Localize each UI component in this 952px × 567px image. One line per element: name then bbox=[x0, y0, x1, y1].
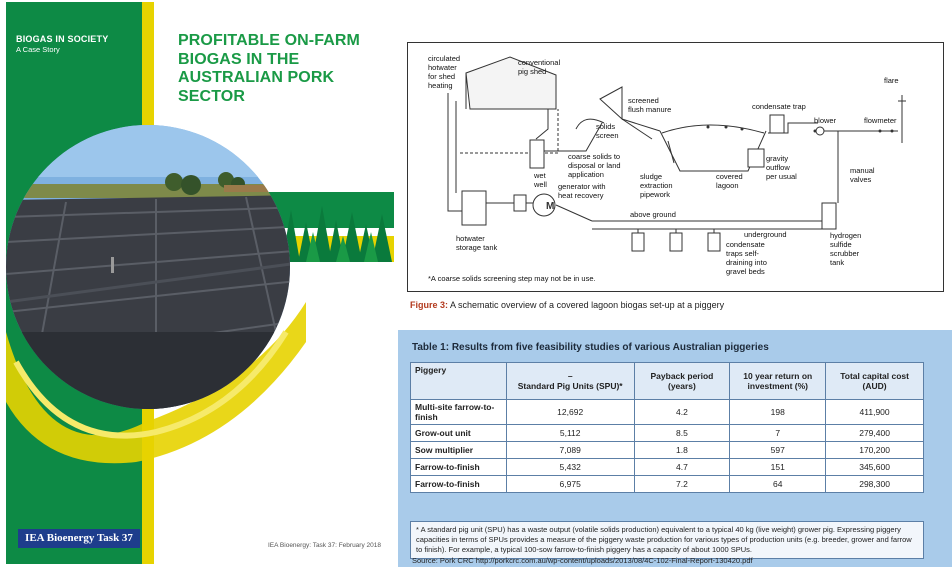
cell-roi: 7 bbox=[730, 425, 826, 442]
cell-payback: 8.5 bbox=[634, 425, 730, 442]
label-heat-recovery: heat recovery bbox=[558, 191, 604, 200]
figure-caption-text: A schematic overview of a covered lagoon biogas set-up at a piggery bbox=[448, 300, 725, 310]
label-hotwater-tank-2: storage tank bbox=[456, 243, 498, 252]
cell-capital: 298,300 bbox=[826, 476, 924, 493]
label-underground: underground bbox=[744, 230, 787, 239]
col-header-payback: Payback period (years) bbox=[634, 363, 730, 400]
cell-payback: 4.7 bbox=[634, 459, 730, 476]
figure-caption bbox=[410, 300, 724, 310]
label-blower: blower bbox=[814, 116, 837, 125]
cell-piggery: Multi-site farrow-to-finish bbox=[411, 400, 507, 425]
table-row bbox=[411, 476, 924, 493]
label-generator: generator with bbox=[558, 182, 606, 191]
label-hotwater: hotwater bbox=[428, 63, 457, 72]
cell-piggery: Farrow-to-finish bbox=[411, 476, 507, 493]
col-header-piggery: Piggery bbox=[411, 363, 507, 400]
label-cond-traps-4: gravel beds bbox=[726, 267, 765, 276]
label-covered: covered bbox=[716, 172, 743, 181]
label-coarse-1: coarse solids to bbox=[568, 152, 621, 161]
col-header-spu: – Standard Pig Units (SPU)* bbox=[506, 363, 634, 400]
figure-caption-label: Figure 3: bbox=[410, 300, 449, 310]
label-condensate-trap: condensate trap bbox=[752, 102, 806, 111]
label-flowmeter: flowmeter bbox=[864, 116, 897, 125]
cell-payback: 1.8 bbox=[634, 442, 730, 459]
table-row bbox=[411, 442, 924, 459]
cover-title: PROFITABLE ON-FARM BIOGAS IN THE AUSTRALIAN PORK SECTOR bbox=[178, 32, 360, 105]
label-scrubber: scrubber bbox=[830, 249, 860, 258]
cell-spu: 6,975 bbox=[506, 476, 634, 493]
cover-kicker: BIOGAS IN SOCIETY bbox=[16, 34, 109, 44]
report-cover bbox=[6, 2, 394, 564]
label-gravity: gravity bbox=[766, 154, 789, 163]
label-lagoon: lagoon bbox=[716, 181, 739, 190]
cell-roi: 151 bbox=[730, 459, 826, 476]
label-extraction: extraction bbox=[640, 181, 673, 190]
label-screen: screen bbox=[596, 131, 619, 140]
cell-payback: 4.2 bbox=[634, 400, 730, 425]
figure-footnote: *A coarse solids screening step may not be in use. bbox=[428, 274, 596, 283]
cell-spu: 12,692 bbox=[506, 400, 634, 425]
label-screened: screened bbox=[628, 96, 659, 105]
label-per-usual: per usual bbox=[766, 172, 797, 181]
label-outflow: outflow bbox=[766, 163, 790, 172]
label-flush-manure: flush manure bbox=[628, 105, 672, 114]
label-flare: flare bbox=[884, 76, 899, 85]
cell-capital: 411,900 bbox=[826, 400, 924, 425]
label-hotwater-tank-1: hotwater bbox=[456, 234, 485, 243]
label-sulfide: sulfide bbox=[830, 240, 852, 249]
cell-spu: 5,432 bbox=[506, 459, 634, 476]
table-row bbox=[411, 459, 924, 476]
label-manual: manual bbox=[850, 166, 875, 175]
table-header-row bbox=[411, 363, 924, 400]
table-row bbox=[411, 425, 924, 442]
label-circulated: circulated bbox=[428, 54, 461, 63]
cell-piggery: Farrow-to-finish bbox=[411, 459, 507, 476]
cell-spu: 7,089 bbox=[506, 442, 634, 459]
label-wet: wet bbox=[534, 171, 546, 180]
label-solids: solids bbox=[596, 122, 616, 131]
table-source: Source: Pork CRC http://porkcrc.com.au/wp-content/uploads/2013/08/4C-102-Final-Report-130420.pdf bbox=[412, 556, 753, 565]
table-title: Table 1: Results from five feasibility studies of various Australian piggeries bbox=[412, 342, 769, 353]
label-heating: heating bbox=[428, 81, 453, 90]
cell-payback: 7.2 bbox=[634, 476, 730, 493]
cell-roi: 64 bbox=[730, 476, 826, 493]
col-header-roi: 10 year return on investment (%) bbox=[730, 363, 826, 400]
feasibility-table-panel bbox=[398, 330, 952, 567]
label-pipework: pipework bbox=[640, 190, 671, 199]
label-tank: tank bbox=[830, 258, 845, 267]
label-above-ground: above ground bbox=[630, 210, 676, 219]
iea-badge: IEA Bioenergy Task 37 bbox=[18, 529, 140, 548]
table-row bbox=[411, 400, 924, 425]
cell-piggery: Grow-out unit bbox=[411, 425, 507, 442]
cell-piggery: Sow multiplier bbox=[411, 442, 507, 459]
label-valves: valves bbox=[850, 175, 872, 184]
label-for-shed: for shed bbox=[428, 72, 456, 81]
cell-roi: 198 bbox=[730, 400, 826, 425]
biogas-schematic-figure bbox=[407, 42, 944, 292]
cell-spu: 5,112 bbox=[506, 425, 634, 442]
label-sludge: sludge bbox=[640, 172, 663, 181]
label-well: well bbox=[534, 180, 547, 189]
label-coarse-2: disposal or land bbox=[568, 161, 621, 170]
label-cond-traps-3: draining into bbox=[726, 258, 767, 267]
cell-roi: 597 bbox=[730, 442, 826, 459]
table-footnote: * A standard pig unit (SPU) has a waste output (volatile solids production) equivalent to a typical 40 kg (live weight) grower pig. Expressing piggery capacities in terms of SPUs provides a measure of the piggery waste production for various types of production units (e.g. breeder, grower and farrow to finish). For example, a typical 100-sow farrow-to-finish piggery has a capacity of about 1000 SPUs. bbox=[410, 521, 924, 559]
cover-subkicker: A Case Story bbox=[16, 45, 60, 54]
cell-capital: 345,600 bbox=[826, 459, 924, 476]
motor-label: M bbox=[546, 201, 555, 212]
label-conventional: conventional bbox=[518, 58, 561, 67]
label-cond-traps-2: traps self- bbox=[726, 249, 759, 258]
cell-capital: 279,400 bbox=[826, 425, 924, 442]
cover-footer: IEA Bioenergy: Task 37: February 2018 bbox=[268, 542, 381, 549]
label-hydrogen: hydrogen bbox=[830, 231, 862, 240]
label-coarse-3: application bbox=[568, 170, 604, 179]
label-pig-shed: pig shed bbox=[518, 67, 547, 76]
label-cond-traps-1: condensate bbox=[726, 240, 765, 249]
col-header-capital: Total capital cost (AUD) bbox=[826, 363, 924, 400]
cell-capital: 170,200 bbox=[826, 442, 924, 459]
feasibility-table bbox=[410, 362, 924, 493]
